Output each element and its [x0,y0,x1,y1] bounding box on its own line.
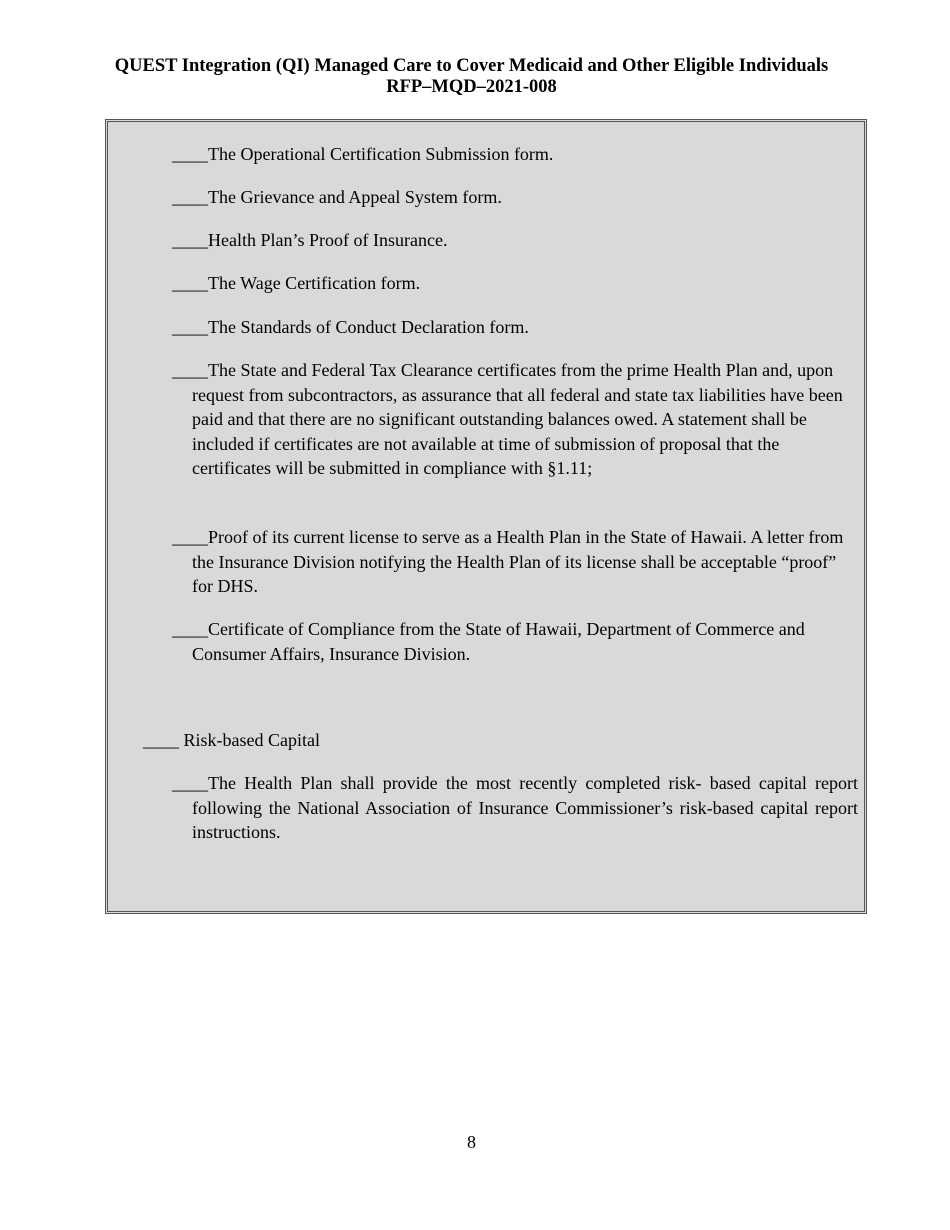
checklist-item-grievance-appeal: ____The Grievance and Appeal System form. [172,187,502,207]
checklist-item-risk-based-capital-report: ____The Health Plan shall provide the most recently completed risk- based capital report following the National Association of Insurance Commissioner’s risk-based capital report instructions. [172,773,858,842]
header-rfp-number: RFP–MQD–2021-008 [386,77,557,97]
section-heading-risk-based-capital: ____ Risk-based Capital [143,730,320,750]
page-number: 8 [467,1132,476,1152]
checklist-item-standards-of-conduct: ____The Standards of Conduct Declaration form. [172,317,529,337]
checklist-item-proof-of-insurance: ____Health Plan’s Proof of Insurance. [172,230,448,250]
document-header [0,56,943,98]
header-title: QUEST Integration (QI) Managed Care to Cover Medicaid and Other Eligible Individuals [114,56,829,76]
checklist-item-certificate-of-compliance: ____Certificate of Compliance from the State of Hawaii, Department of Commerce and Consumer Affairs, Insurance Division. [172,619,805,664]
checklist-item-tax-clearance: ____The State and Federal Tax Clearance certificates from the prime Health Plan and, upon request from subcontractors, as assurance that all federal and state tax liabilities have been paid and that there are no significant outstanding balances owed. A statement shall be included if certificates are not available at time of submission of proposal that the certificates will be submitted in compliance with §1.11; [172,360,843,478]
checklist-box [105,119,867,914]
checklist-item-wage-certification: ____The Wage Certification form. [172,273,421,293]
checklist-item-operational-certification: ____The Operational Certification Submission form. [172,144,554,164]
checklist-item-current-license: ____Proof of its current license to serve as a Health Plan in the State of Hawaii. A letter from the Insurance Division notifying the Health Plan of its license shall be acceptable “proof” for DHS. [172,527,844,596]
